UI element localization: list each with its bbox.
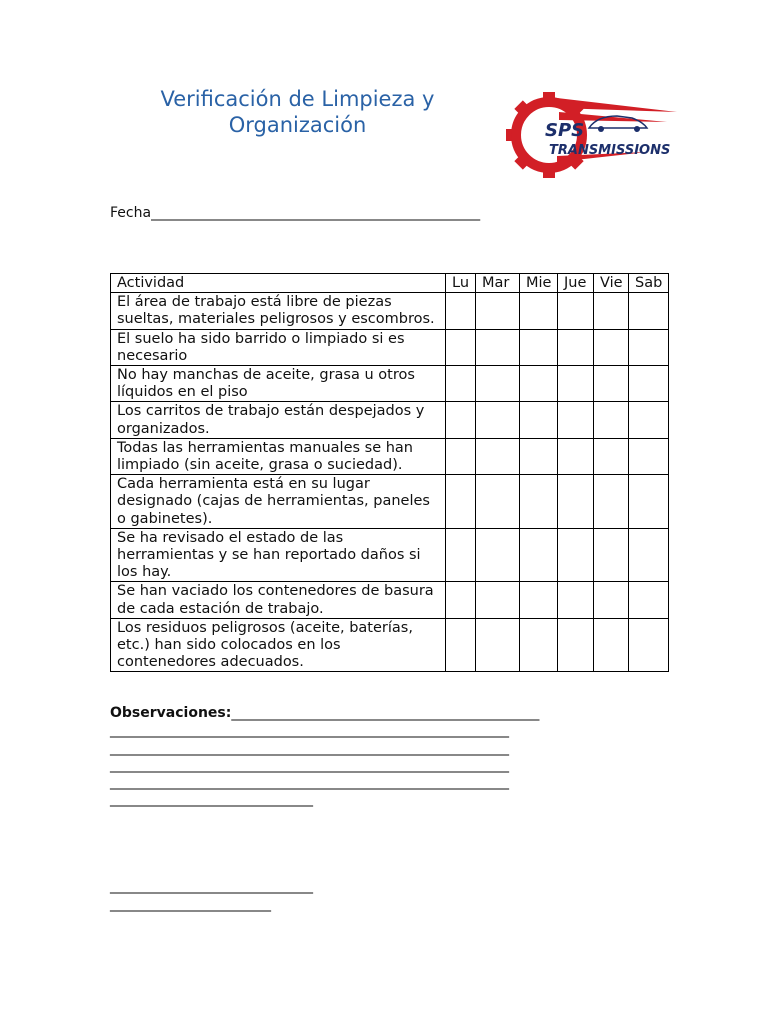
day-check-cell[interactable] [629, 366, 669, 402]
signature-line[interactable]: _____________________________ [110, 878, 313, 894]
day-check-cell[interactable] [629, 293, 669, 329]
day-check-cell[interactable] [476, 366, 520, 402]
table-row [111, 293, 669, 329]
activity-cell: Se ha revisado el estado de las herramientas y se han reportado daños si los hay. [111, 528, 446, 582]
day-check-cell[interactable] [520, 528, 558, 582]
observaciones-line: ____________________________________________ [231, 705, 540, 721]
day-check-cell[interactable] [558, 618, 594, 672]
day-check-cell[interactable] [629, 438, 669, 474]
day-check-cell[interactable] [520, 475, 558, 529]
day-check-cell[interactable] [558, 582, 594, 618]
day-check-cell[interactable] [629, 618, 669, 672]
day-check-cell[interactable] [446, 329, 476, 365]
day-check-cell[interactable] [520, 329, 558, 365]
day-check-cell[interactable] [446, 582, 476, 618]
activity-cell: Se han vaciado los contenedores de basura de cada estación de trabajo. [111, 582, 446, 618]
day-check-cell[interactable] [594, 438, 629, 474]
day-check-cell[interactable] [558, 402, 594, 438]
activity-cell: Los carritos de trabajo están despejados y organizados. [111, 402, 446, 438]
activity-cell: El suelo ha sido barrido o limpiado si es necesario [111, 329, 446, 365]
day-check-cell[interactable] [446, 293, 476, 329]
day-check-cell[interactable] [476, 582, 520, 618]
day-check-cell[interactable] [476, 528, 520, 582]
day-check-cell[interactable] [446, 402, 476, 438]
day-check-cell[interactable] [476, 618, 520, 672]
day-check-cell[interactable] [558, 366, 594, 402]
day-check-cell[interactable] [520, 618, 558, 672]
day-check-cell[interactable] [594, 366, 629, 402]
day-check-cell[interactable] [520, 438, 558, 474]
column-header-day: Mie [520, 274, 558, 293]
day-check-cell[interactable] [594, 618, 629, 672]
activity-cell: Cada herramienta está en su lugar designado (cajas de herramientas, paneles o gabinetes). [111, 475, 446, 529]
day-check-cell[interactable] [594, 582, 629, 618]
day-check-cell[interactable] [476, 293, 520, 329]
column-header-day: Sab [629, 274, 669, 293]
day-check-cell[interactable] [476, 438, 520, 474]
column-header-day: Mar [476, 274, 520, 293]
table-row [111, 366, 669, 402]
logo-text-transmissions: TRANSMISSIONS [549, 143, 671, 158]
observaciones-line: _________________________________________________________ [110, 722, 509, 739]
activity-cell: No hay manchas de aceite, grasa u otros líquidos en el piso [111, 366, 446, 402]
fecha-label: Fecha [110, 205, 152, 221]
sps-transmissions-logo [497, 86, 682, 182]
day-check-cell[interactable] [558, 528, 594, 582]
checklist-table [110, 273, 669, 672]
document-title: Verificación de Limpieza y Organización [160, 87, 435, 137]
day-check-cell[interactable] [520, 582, 558, 618]
observaciones-line: _________________________________________________________ [110, 774, 509, 791]
day-check-cell[interactable] [629, 329, 669, 365]
table-row [111, 528, 669, 582]
day-check-cell[interactable] [476, 475, 520, 529]
table-row [111, 618, 669, 672]
logo-text-sps: SPS [545, 120, 585, 141]
day-check-cell[interactable] [446, 438, 476, 474]
activity-cell: El área de trabajo está libre de piezas sueltas, materiales peligrosos y escombros. [111, 293, 446, 329]
day-check-cell[interactable] [594, 293, 629, 329]
observaciones-first-line [110, 705, 539, 722]
day-check-cell[interactable] [629, 475, 669, 529]
activity-cell: Todas las herramientas manuales se han limpiado (sin aceite, grasa o suciedad). [111, 438, 446, 474]
day-check-cell[interactable] [594, 475, 629, 529]
day-check-cell[interactable] [594, 329, 629, 365]
table-row [111, 402, 669, 438]
day-check-cell[interactable] [629, 402, 669, 438]
day-check-cell[interactable] [476, 329, 520, 365]
day-check-cell[interactable] [594, 528, 629, 582]
observaciones-line: _________________________________________________________ [110, 756, 509, 773]
table-row [111, 582, 669, 618]
day-check-cell[interactable] [629, 582, 669, 618]
table-row [111, 475, 669, 529]
column-header-day: Lu [446, 274, 476, 293]
day-check-cell[interactable] [629, 528, 669, 582]
table-header-row [111, 274, 669, 293]
table-row [111, 329, 669, 365]
activity-cell: Los residuos peligrosos (aceite, baterías, etc.) han sido colocados en los contenedores adecuados. [111, 618, 446, 672]
signature-line[interactable]: _______________________ [110, 896, 271, 912]
day-check-cell[interactable] [446, 528, 476, 582]
day-check-cell[interactable] [558, 475, 594, 529]
observaciones-line: _________________________________________________________ [110, 739, 509, 756]
day-check-cell[interactable] [594, 402, 629, 438]
day-check-cell[interactable] [520, 402, 558, 438]
day-check-cell[interactable] [520, 293, 558, 329]
day-check-cell[interactable] [446, 475, 476, 529]
column-header-day: Jue [558, 274, 594, 293]
observaciones-section[interactable] [110, 705, 539, 809]
observaciones-line: _____________________________ [110, 791, 313, 808]
day-check-cell[interactable] [558, 293, 594, 329]
fecha-line: _______________________________________________ [151, 205, 481, 221]
day-check-cell[interactable] [558, 329, 594, 365]
observaciones-label: Observaciones: [110, 705, 232, 721]
day-check-cell[interactable] [446, 618, 476, 672]
table-row [111, 438, 669, 474]
day-check-cell[interactable] [476, 402, 520, 438]
day-check-cell[interactable] [558, 438, 594, 474]
column-header-day: Vie [594, 274, 629, 293]
day-check-cell[interactable] [520, 366, 558, 402]
fecha-field[interactable] [110, 205, 480, 221]
column-header-activity: Actividad [111, 274, 446, 293]
day-check-cell[interactable] [446, 366, 476, 402]
